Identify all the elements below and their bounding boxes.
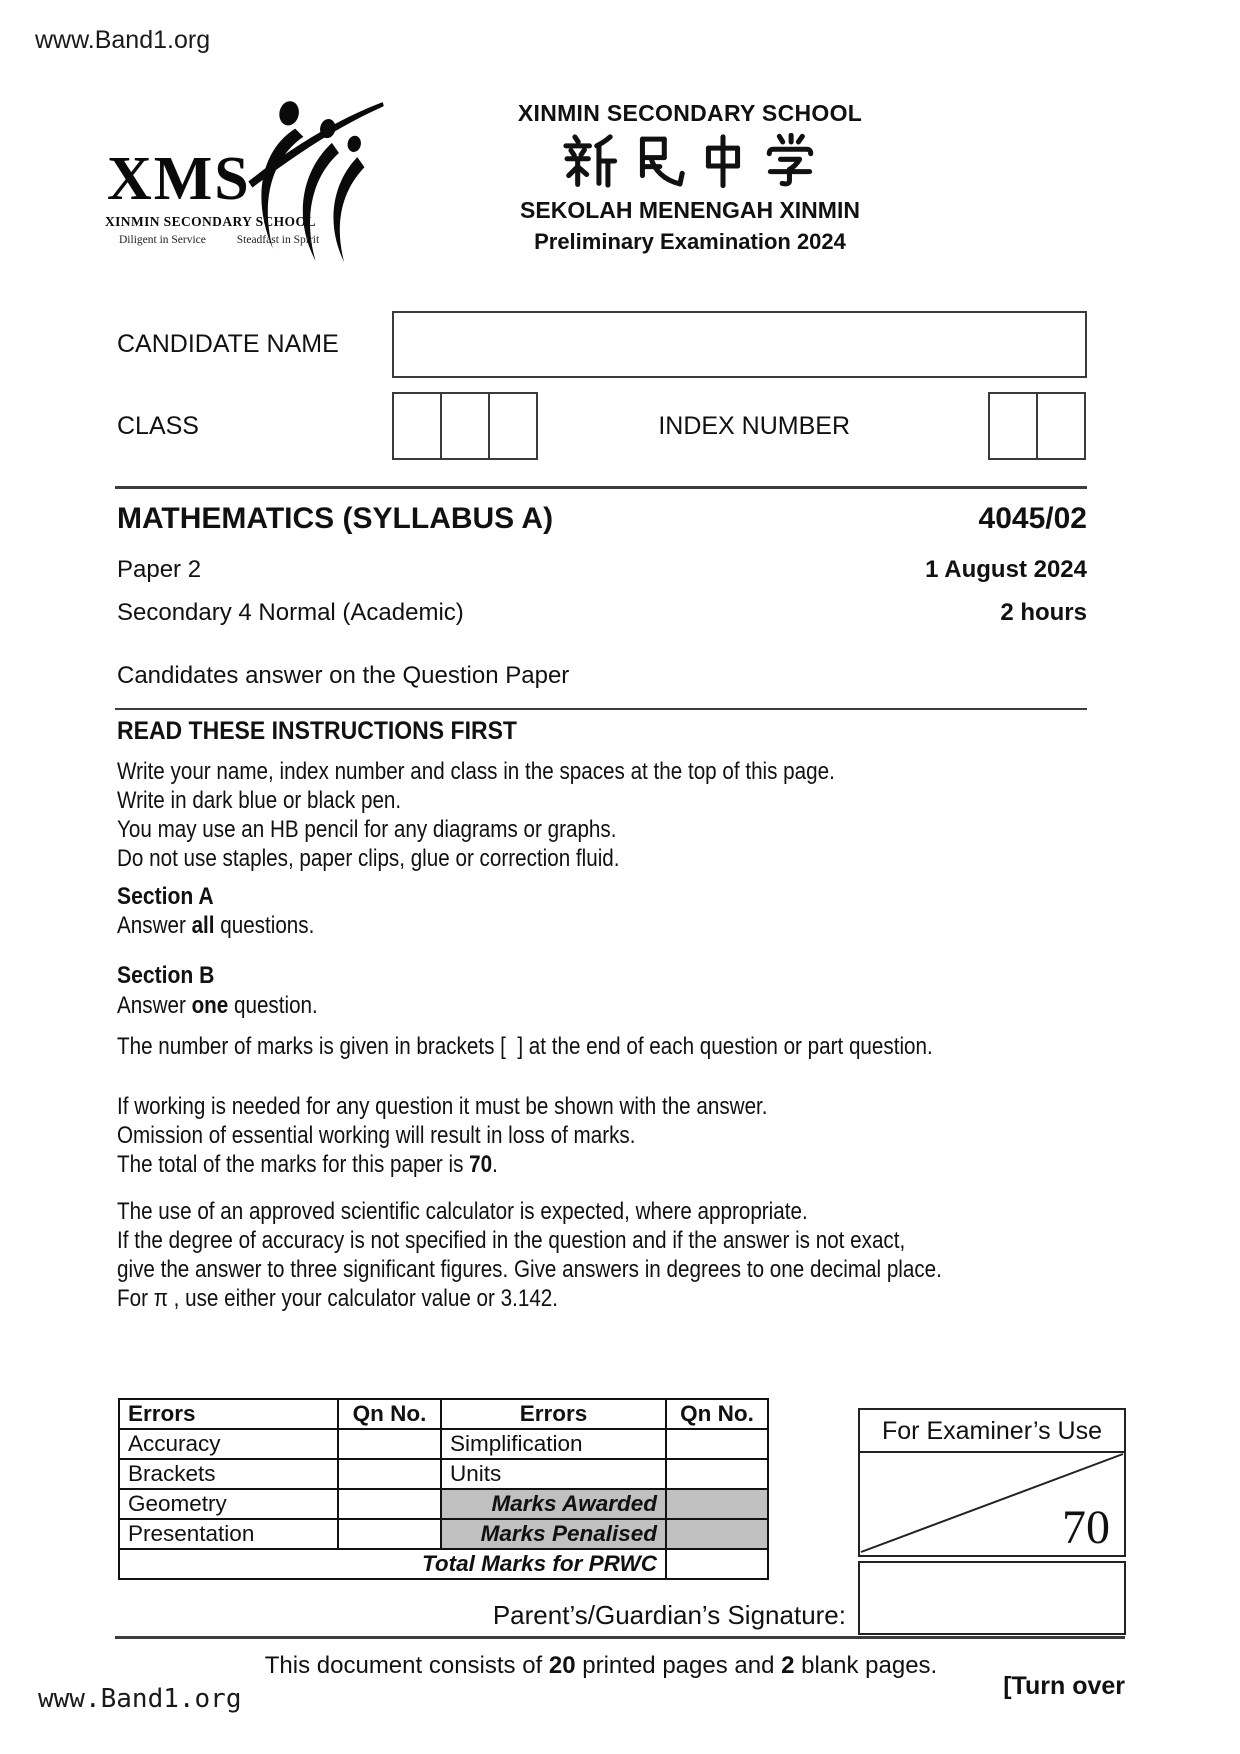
qn-no-cell — [666, 1459, 768, 1489]
examiner-box — [858, 1408, 1126, 1557]
calculator-line: The use of an approved scientific calculator is expected, where appropriate. — [117, 1198, 808, 1225]
school-name-english: XINMIN SECONDARY SCHOOL — [517, 100, 863, 126]
header-errors-right: Errors — [441, 1399, 666, 1429]
table-row — [119, 1549, 768, 1579]
marks-penalised-cell — [666, 1519, 768, 1549]
working-line: Omission of essential working will result in loss of marks. — [117, 1122, 636, 1149]
section-a-heading: Section A — [117, 883, 214, 910]
marks-penalised-label: Marks Penalised — [441, 1519, 666, 1549]
section-b-heading: Section B — [117, 962, 215, 989]
instruction-line: Do not use staples, paper clips, glue or correction fluid. — [117, 845, 620, 872]
calculator-line: For π , use either your calculator value or 3.142. — [117, 1285, 559, 1312]
school-logo — [105, 96, 390, 264]
qn-no-cell — [666, 1429, 768, 1459]
watermark-top: www.Band1.org — [35, 26, 211, 54]
guardian-signature-label: Parent’s/Guardian’s Signature: — [492, 1600, 846, 1630]
index-cell[interactable] — [988, 392, 1038, 460]
examiner-box-title: For Examiner’s Use — [858, 1408, 1126, 1453]
index-number-box — [988, 392, 1086, 460]
total-marks-value: 70 — [1062, 1501, 1110, 1554]
total-prwc-label: Total Marks for PRWC — [119, 1549, 666, 1579]
logo-acronym: XMS — [107, 145, 251, 213]
exam-title: Preliminary Examination 2024 — [534, 229, 846, 254]
error-presentation: Presentation — [119, 1519, 338, 1549]
instruction-line: Write your name, index number and class in the spaces at the top of this page. — [117, 758, 835, 785]
class-cell[interactable] — [440, 392, 490, 460]
school-name-chinese — [470, 133, 910, 193]
subject-title: MATHEMATICS (SYLLABUS A) — [117, 502, 554, 535]
class-cell[interactable] — [488, 392, 538, 460]
working-paragraph — [117, 1092, 1167, 1179]
qn-no-cell — [338, 1489, 441, 1519]
qn-no-cell — [338, 1429, 441, 1459]
table-row — [119, 1519, 768, 1549]
section-b-answer-note: Answer one question. — [117, 992, 318, 1019]
table-row — [119, 1489, 768, 1519]
table-row — [119, 1429, 768, 1459]
paper-code: 4045/02 — [978, 502, 1087, 535]
duration: 2 hours — [1000, 599, 1087, 626]
instructions-paragraph — [117, 757, 1167, 873]
candidate-name-label: CANDIDATE NAME — [117, 330, 339, 358]
examiner-score-cell — [858, 1453, 1126, 1557]
paper-number: Paper 2 — [117, 556, 202, 583]
kanji-zhong — [695, 133, 751, 189]
error-simplification: Simplification — [441, 1429, 666, 1459]
index-cell[interactable] — [1036, 392, 1086, 460]
kanji-xin — [562, 133, 618, 189]
error-units: Units — [441, 1459, 666, 1489]
watermark-bottom: www.Band1.org — [38, 1684, 242, 1714]
instructions-heading: READ THESE INSTRUCTIONS FIRST — [117, 717, 517, 745]
kanji-min — [629, 133, 685, 189]
candidate-name-box[interactable] — [392, 311, 1087, 378]
error-accuracy: Accuracy — [119, 1429, 338, 1459]
class-cell[interactable] — [392, 392, 442, 460]
calculator-paragraph — [117, 1197, 1167, 1313]
total-prwc-cell — [666, 1549, 768, 1579]
school-name-malay: SEKOLAH MENENGAH XINMIN — [520, 197, 860, 223]
class-label: CLASS — [117, 412, 199, 440]
marks-awarded-label: Marks Awarded — [441, 1489, 666, 1519]
logo-school-name: XINMIN SECONDARY SCHOOL — [105, 214, 316, 229]
marks-note: The number of marks is given in brackets [ ] at the end of each question or part question. — [117, 1033, 933, 1060]
divider-instructions — [115, 708, 1087, 710]
working-line: If working is needed for any question it must be shown with the answer. — [117, 1093, 768, 1120]
calculator-line: give the answer to three significant figures. Give answers in degrees to one decimal place. — [117, 1256, 942, 1283]
instruction-line: Write in dark blue or black pen. — [117, 787, 402, 814]
section-a-answer-note: Answer all questions. — [117, 912, 315, 939]
school-header — [470, 100, 910, 255]
logo-motto-left: Diligent in Service — [119, 234, 206, 246]
errors-table-header-row — [119, 1399, 768, 1429]
header-errors-left: Errors — [119, 1399, 338, 1429]
calculator-line: If the degree of accuracy is not specified in the question and if the answer is not exact, — [117, 1227, 906, 1254]
error-geometry: Geometry — [119, 1489, 338, 1519]
logo-motto-right: Steadfast in Spirit — [236, 234, 320, 246]
error-brackets: Brackets — [119, 1459, 338, 1489]
turn-over-label: [Turn over — [1003, 1672, 1125, 1700]
table-row — [119, 1459, 768, 1489]
qn-no-cell — [338, 1519, 441, 1549]
total-marks-line: The total of the marks for this paper is 70. — [117, 1151, 498, 1178]
header-qn-right: Qn No. — [666, 1399, 768, 1429]
logo-motto — [119, 234, 319, 246]
marks-awarded-cell — [666, 1489, 768, 1519]
instruction-line: You may use an HB pencil for any diagrams or graphs. — [117, 816, 617, 843]
qn-no-cell — [338, 1459, 441, 1489]
level: Secondary 4 Normal (Academic) — [117, 599, 464, 626]
header-qn-left: Qn No. — [338, 1399, 441, 1429]
exam-date: 1 August 2024 — [925, 556, 1087, 583]
answer-note: Candidates answer on the Question Paper — [117, 662, 570, 689]
index-number-label: INDEX NUMBER — [658, 412, 850, 440]
class-box — [392, 392, 538, 460]
divider-top — [115, 486, 1087, 489]
page-count-note: This document consists of 20 printed pages and 2 blank pages. — [264, 1652, 938, 1679]
kanji-xue — [762, 133, 818, 189]
errors-table — [118, 1398, 769, 1580]
guardian-signature-box[interactable] — [858, 1561, 1126, 1635]
divider-bottom — [115, 1636, 1125, 1639]
